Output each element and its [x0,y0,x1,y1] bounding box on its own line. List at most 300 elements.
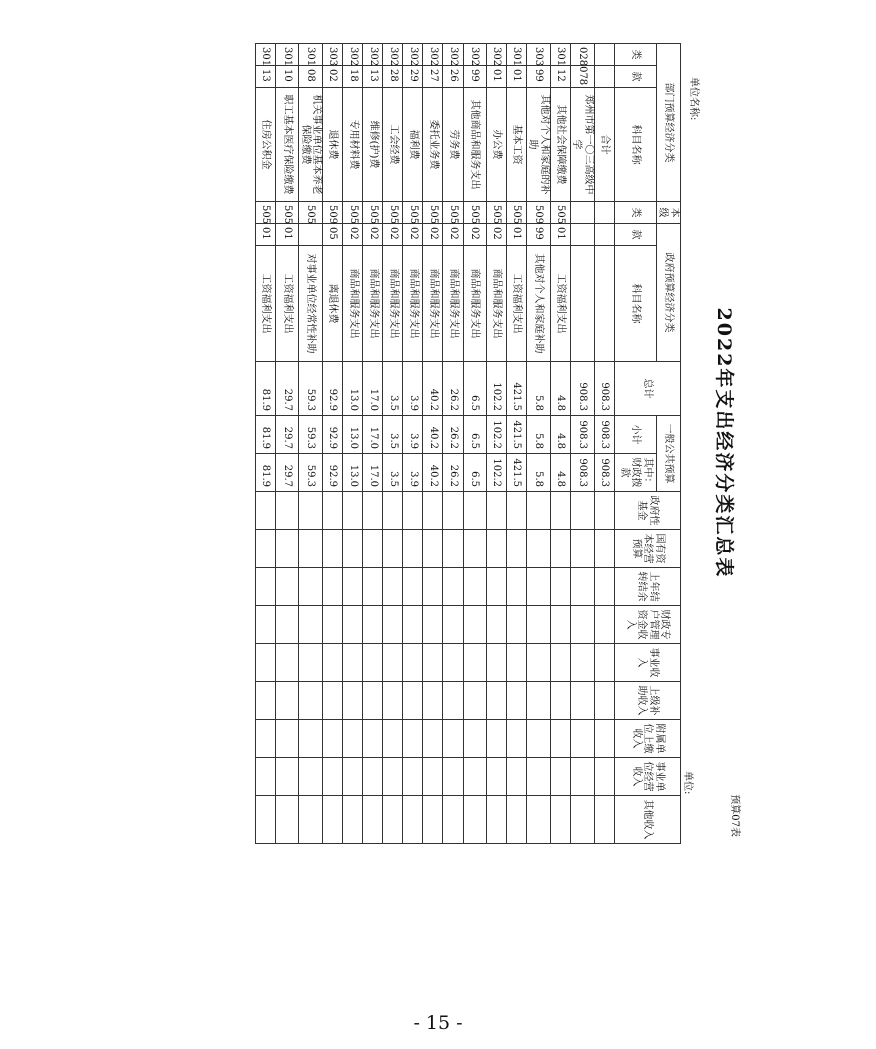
cell-empty [443,568,463,606]
cell-gcat: 505 [363,202,383,224]
cell-empty [570,530,594,568]
cell-gname: 对事业单位经常性补助 [299,246,323,362]
cell-gname: 商品和服务支出 [486,246,506,362]
cell-gitem: 02 [403,224,423,246]
cell-cat: 301 [550,44,570,66]
cell-total: 40.2 [423,362,443,416]
cell-empty [276,682,299,720]
cell-name: 其他社会保障缴费 [550,88,570,202]
cell-cat: 302 [463,44,486,66]
cell-subtotal: 908.3 [594,416,614,454]
cell-empty [363,796,383,844]
cell-empty [363,682,383,720]
cell-name: 郑州市第一〇三高级中学 [570,88,594,202]
cell-name: 维修(护)费 [363,88,383,202]
cell-name: 住房公积金 [256,88,276,202]
cell-empty [343,682,363,720]
table-row [403,44,423,844]
cell-empty [594,644,614,682]
cell-empty [276,796,299,844]
cell-item: 13 [256,66,276,88]
cell-empty [256,644,276,682]
cell-empty [570,720,594,758]
cell-cat: 302 [423,44,443,66]
cell-item [594,66,614,88]
cell-empty [550,606,570,644]
header-subtotal: 小计 [614,416,656,454]
header-gov-fund: 政府性基金 [614,492,680,530]
cell-empty [570,758,594,796]
cell-empty [570,568,594,606]
cell-empty [570,644,594,682]
cell-gitem: 01 [550,224,570,246]
cell-empty [343,758,363,796]
cell-empty [506,530,526,568]
cell-item: 10 [276,66,299,88]
cell-fiscal: 17.0 [363,454,383,492]
cell-empty [486,682,506,720]
cell-cat: 302 [486,44,506,66]
cell-gname: 工资福利支出 [256,246,276,362]
cell-item: 29 [403,66,423,88]
header-affiliated-income: 附属单位上缴收入 [614,720,680,758]
table-row [443,44,463,844]
cell-empty [570,682,594,720]
cell-empty [276,530,299,568]
cell-empty [486,606,506,644]
cell-empty [486,758,506,796]
cell-name: 其他对个人和家庭的补助 [526,88,550,202]
cell-empty [570,606,594,644]
cell-total: 13.0 [343,362,363,416]
cell-empty [550,530,570,568]
cell-empty [383,606,403,644]
cell-empty [383,796,403,844]
cell-gcat: 505 [423,202,443,224]
cell-gname [570,246,594,362]
cell-fiscal: 421.5 [506,454,526,492]
cell-total: 908.3 [594,362,614,416]
cell-item: 26 [443,66,463,88]
cell-empty [550,568,570,606]
cell-cat: 301 [256,44,276,66]
cell-empty [506,720,526,758]
cell-empty [323,530,343,568]
cell-empty [343,530,363,568]
header-superior-subsidy: 上级补助收入 [614,682,680,720]
cell-empty [343,606,363,644]
cell-empty [343,644,363,682]
cell-total: 908.3 [570,362,594,416]
cell-subtotal: 6.5 [463,416,486,454]
cell-gname: 工资福利支出 [506,246,526,362]
cell-cat: 028078 [570,44,594,66]
cell-empty [403,606,423,644]
cell-item: 01 [486,66,506,88]
cell-empty [463,606,486,644]
cell-cat: 303 [526,44,550,66]
cell-empty [299,758,323,796]
table-row [506,44,526,844]
cell-empty [443,758,463,796]
cell-gcat: 505 [506,202,526,224]
cell-empty [363,492,383,530]
cell-empty [403,492,423,530]
cell-total: 29.7 [276,362,299,416]
cell-empty [594,720,614,758]
cell-empty [423,606,443,644]
cell-empty [403,644,423,682]
cell-empty [276,606,299,644]
cell-empty [403,796,423,844]
cell-empty [403,530,423,568]
cell-name: 专用材料费 [343,88,363,202]
cell-empty [550,644,570,682]
cell-gname: 其他对个人和家庭补助 [526,246,550,362]
cell-empty [423,492,443,530]
cell-item: 27 [423,66,443,88]
cell-gname: 商品和服务支出 [463,246,486,362]
cell-empty [256,530,276,568]
header-subject: 科目名称 [614,88,656,202]
cell-empty [299,796,323,844]
cell-name: 劳务费 [443,88,463,202]
cell-empty [486,492,506,530]
cell-empty [463,758,486,796]
cell-fiscal: 29.7 [276,454,299,492]
cell-name: 退休费 [323,88,343,202]
cell-gcat [594,202,614,224]
cell-cat: 302 [343,44,363,66]
cell-empty [363,720,383,758]
cell-fiscal: 3.5 [383,454,403,492]
cell-empty [403,720,423,758]
cell-fiscal: 908.3 [594,454,614,492]
table-row [363,44,383,844]
cell-subtotal: 908.3 [570,416,594,454]
cell-item: 12 [550,66,570,88]
cell-empty [323,568,343,606]
cell-empty [323,758,343,796]
cell-empty [506,796,526,844]
cell-empty [423,758,443,796]
cell-gname [594,246,614,362]
cell-empty [423,644,443,682]
cell-empty [403,682,423,720]
cell-empty [486,530,506,568]
cell-empty [299,644,323,682]
cell-empty [550,758,570,796]
cell-gcat: 505 [256,202,276,224]
cell-cat: 301 [299,44,323,66]
header-fiscal-appropriation: 其中：财政拨款 [614,454,656,492]
cell-empty [403,568,423,606]
cell-fiscal: 5.8 [526,454,550,492]
cell-gname: 工资福利支出 [550,246,570,362]
cell-subtotal: 5.8 [526,416,550,454]
cell-empty [443,796,463,844]
cell-empty [506,682,526,720]
cell-empty [256,796,276,844]
cell-gname: 商品和服务支出 [443,246,463,362]
cell-gitem: 02 [463,224,486,246]
cell-empty [423,568,443,606]
cell-empty [463,682,486,720]
cell-empty [443,492,463,530]
cell-empty [594,682,614,720]
cell-item: 28 [383,66,403,88]
header-business-income: 事业收入 [614,644,680,682]
cell-empty [443,530,463,568]
cell-fiscal: 81.9 [256,454,276,492]
cell-empty [423,720,443,758]
cell-fiscal: 40.2 [423,454,443,492]
cell-empty [486,796,506,844]
cell-gcat: 505 [276,202,299,224]
cell-subtotal: 421.5 [506,416,526,454]
table-row [423,44,443,844]
cell-fiscal: 3.9 [403,454,423,492]
cell-empty [570,492,594,530]
cell-empty [594,758,614,796]
cell-empty [594,492,614,530]
cell-empty [256,568,276,606]
cell-name: 办公费 [486,88,506,202]
cell-empty [343,492,363,530]
cell-empty [276,568,299,606]
cell-empty [363,530,383,568]
cell-gitem: 02 [363,224,383,246]
cell-gitem: 02 [383,224,403,246]
rotated-table-area [255,43,745,843]
cell-gcat: 505 [403,202,423,224]
cell-subtotal: 59.3 [299,416,323,454]
cell-gname: 商品和服务支出 [423,246,443,362]
cell-subtotal: 81.9 [256,416,276,454]
cell-total: 59.3 [299,362,323,416]
cell-empty [443,682,463,720]
cell-empty [443,720,463,758]
cell-empty [323,682,343,720]
cell-subtotal: 26.2 [443,416,463,454]
table-row [570,44,594,844]
cell-gcat: 505 [443,202,463,224]
header-special-account: 财政专户管理资金收入 [614,606,680,644]
cell-empty [594,568,614,606]
cell-empty [343,796,363,844]
header-carryover: 上年结转结余 [614,568,680,606]
cell-gitem: 01 [506,224,526,246]
cell-subtotal: 29.7 [276,416,299,454]
header-gov-subject: 科目名称 [614,246,656,362]
cell-empty [526,720,550,758]
cell-empty [276,644,299,682]
cell-empty [550,492,570,530]
cell-empty [383,568,403,606]
cell-empty [570,796,594,844]
cell-total: 421.5 [506,362,526,416]
cell-empty [383,530,403,568]
table-row [299,44,323,844]
cell-empty [463,720,486,758]
cell-subtotal: 4.8 [550,416,570,454]
cell-empty [383,644,403,682]
cell-empty [343,720,363,758]
header-state-capital: 国有资本经营预算 [614,530,680,568]
cell-gitem: 05 [323,224,343,246]
cell-empty [526,758,550,796]
cell-gitem: 02 [343,224,363,246]
cell-empty [526,568,550,606]
cell-empty [323,492,343,530]
cell-fiscal: 102.2 [486,454,506,492]
cell-cat: 301 [276,44,299,66]
cell-empty [526,682,550,720]
cell-total: 92.9 [323,362,343,416]
table-row [343,44,363,844]
cell-gcat: 505 [486,202,506,224]
cell-empty [506,492,526,530]
cell-gitem: 02 [486,224,506,246]
cell-empty [423,682,443,720]
header-gov-group: 政府预算经济分类 [656,224,680,362]
cell-gname: 商品和服务支出 [363,246,383,362]
cell-gcat: 509 [526,202,550,224]
cell-item: 99 [463,66,486,88]
table-title: 2022年支出经济分类汇总表 [713,307,735,579]
cell-item: 02 [323,66,343,88]
cell-empty [486,720,506,758]
cell-empty [256,758,276,796]
cell-empty [526,796,550,844]
cell-cat [594,44,614,66]
cell-empty [323,644,343,682]
budget-code: 预算07表 [729,794,740,837]
cell-empty [323,796,343,844]
cell-item: 99 [526,66,550,88]
cell-cat: 302 [383,44,403,66]
cell-fiscal: 26.2 [443,454,463,492]
cell-empty [383,682,403,720]
cell-fiscal: 59.3 [299,454,323,492]
cell-empty [463,492,486,530]
header-total: 总计 [614,362,680,416]
cell-empty [443,606,463,644]
cell-empty [423,796,443,844]
header-general-budget: 一般公共预算 [656,416,680,492]
cell-empty [423,530,443,568]
cell-gcat [570,202,594,224]
table-row [594,44,614,844]
cell-total: 3.9 [403,362,423,416]
cell-empty [256,492,276,530]
cell-cat: 302 [443,44,463,66]
cell-subtotal: 92.9 [323,416,343,454]
header-other-income: 其他收入 [614,796,680,844]
sheet [255,43,745,843]
cell-empty [323,606,343,644]
cell-empty [299,682,323,720]
cell-subtotal: 3.9 [403,416,423,454]
cell-empty [276,758,299,796]
cell-empty [526,644,550,682]
cell-item: 08 [299,66,323,88]
cell-empty [256,720,276,758]
cell-empty [526,492,550,530]
cell-total: 5.8 [526,362,550,416]
cell-gcat: 505 [463,202,486,224]
cell-empty [383,492,403,530]
cell-total: 3.5 [383,362,403,416]
table-row [526,44,550,844]
cell-cat: 302 [403,44,423,66]
cell-subtotal: 3.5 [383,416,403,454]
cell-subtotal: 17.0 [363,416,383,454]
cell-empty [594,606,614,644]
table-row [276,44,299,844]
cell-total: 102.2 [486,362,506,416]
cell-subtotal: 13.0 [343,416,363,454]
cell-fiscal: 13.0 [343,454,363,492]
table-row [486,44,506,844]
cell-empty [363,758,383,796]
cell-empty [383,720,403,758]
cell-fiscal: 92.9 [323,454,343,492]
cell-empty [363,644,383,682]
cell-fiscal: 908.3 [570,454,594,492]
org-label: 单位名称: [688,77,699,121]
cell-empty [299,568,323,606]
cell-fiscal: 6.5 [463,454,486,492]
cell-empty [299,720,323,758]
cell-empty [276,492,299,530]
cell-empty [323,720,343,758]
cell-gitem [570,224,594,246]
cell-empty [463,568,486,606]
cell-cat: 301 [506,44,526,66]
cell-empty [550,682,570,720]
page-number: - 15 - [413,1012,463,1034]
header-gov-cat: 类 [614,202,656,224]
cell-name: 合计 [594,88,614,202]
cell-empty [463,796,486,844]
header-operating-income: 事业单位经营收入 [614,758,680,796]
table-row [463,44,486,844]
cell-gname: 商品和服务支出 [383,246,403,362]
cell-total: 81.9 [256,362,276,416]
cell-gcat: 509 [323,202,343,224]
header-dept-group: 部门预算经济分类 [656,44,680,202]
cell-cat: 303 [323,44,343,66]
cell-gitem [594,224,614,246]
cell-empty [526,530,550,568]
cell-gitem: 01 [276,224,299,246]
cell-gitem: 02 [423,224,443,246]
cell-empty [463,530,486,568]
cell-name: 工会经费 [383,88,403,202]
cell-gcat: 505 [343,202,363,224]
cell-gcat: 505 [299,202,323,224]
cell-subtotal: 40.2 [423,416,443,454]
cell-item: 13 [363,66,383,88]
cell-name: 福利费 [403,88,423,202]
cell-name: 机关事业单位基本养老保险缴费 [299,88,323,202]
cell-total: 26.2 [443,362,463,416]
cell-subtotal: 102.2 [486,416,506,454]
cell-empty [526,606,550,644]
cell-empty [463,644,486,682]
cell-empty [506,606,526,644]
